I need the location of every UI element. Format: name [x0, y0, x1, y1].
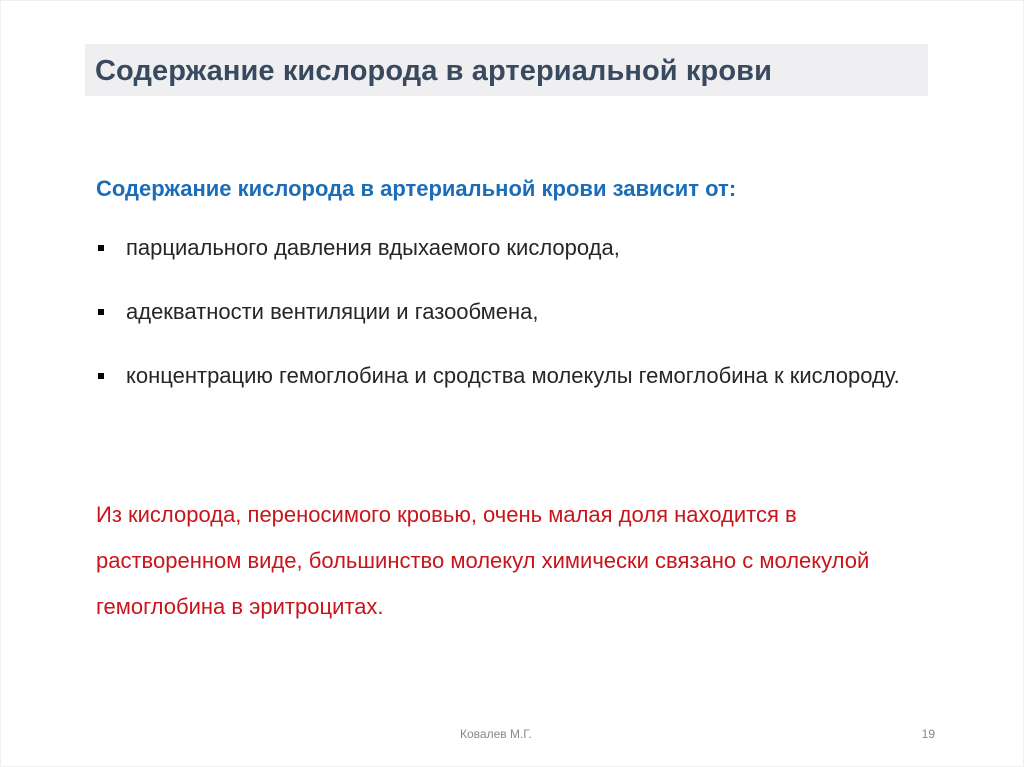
intro-text: Содержание кислорода в артериальной крови зависит от: — [96, 176, 737, 201]
bullet-text: адекватности вентиляции и газообмена, — [126, 299, 539, 324]
page-number: 19 — [921, 727, 935, 741]
note-text: Из кислорода, переносимого кровью, очень малая доля находится в растворенном виде, большинство молекул химически связано с молекулой гемоглобина в эритроцитах. — [96, 502, 870, 619]
title-bar — [85, 44, 928, 96]
bullet-text: парциального давления вдыхаемого кислорода, — [126, 235, 620, 260]
footer-author: Ковалев М.Г. — [460, 727, 532, 741]
slide-title: Содержание кислорода в артериальной крови — [95, 55, 772, 87]
bullet-item — [96, 229, 916, 267]
bullet-square-icon — [98, 373, 104, 379]
bullet-square-icon — [98, 245, 104, 251]
bullet-text: концентрацию гемоглобина и сродства молекулы гемоглобина к кислороду. — [126, 363, 900, 388]
bullet-item — [96, 293, 916, 331]
bullet-list — [96, 229, 916, 421]
bullet-square-icon — [98, 309, 104, 315]
bullet-item — [96, 357, 916, 395]
